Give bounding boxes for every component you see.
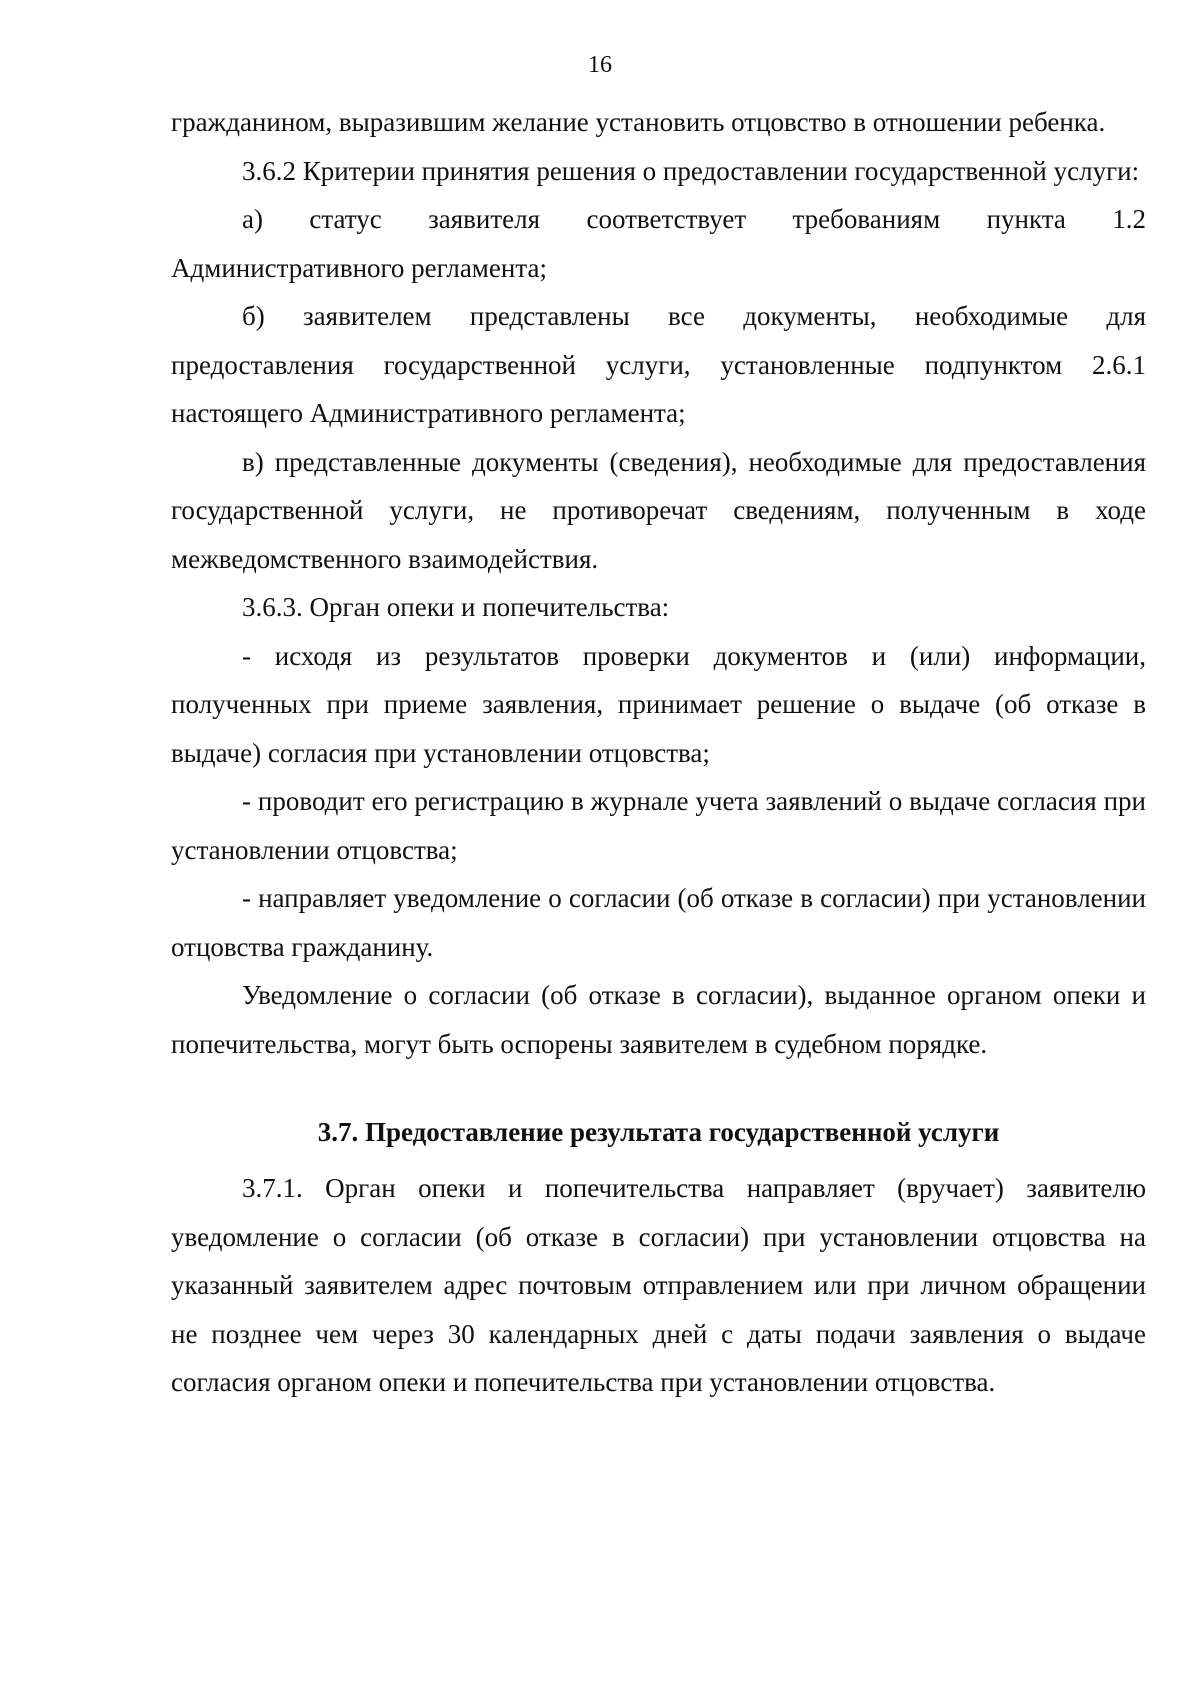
document-body xyxy=(171,98,1146,1407)
criterion-v: в) представленные документы (сведения), необходимые для предоставления государственной услуги, не противоречат сведениям, полученным в ходе межведомственного взаимодействия. xyxy=(171,446,1146,574)
paragraph-3-6-2: 3.6.2 Критерии принятия решения о предоставлении государственной услуги: xyxy=(242,155,1140,186)
paragraph-appeal: Уведомление о согласии (об отказе в согласии), выданное органом опеки и попечительства, могут быть оспорены заявителем в судебном порядке. xyxy=(171,980,1146,1059)
list-item-registration: - проводит его регистрацию в журнале учета заявлений о выдаче согласия при установлении отцовства; xyxy=(171,786,1146,865)
paragraph-3-6-3: 3.6.3. Орган опеки и попечительства: xyxy=(242,592,670,622)
paragraph-continuation: гражданином, выразившим желание установить отцовство в отношении ребенка. xyxy=(171,107,1106,137)
list-item-decision: - исходя из результатов проверки документов и (или) информации, полученных при приеме заявления, принимает решение о выдаче (об отказе в выдаче) согласия при установлении отцовства; xyxy=(171,640,1146,768)
page-number: 16 xyxy=(588,52,612,78)
criterion-a: а) статус заявителя соответствует требованиям пункта 1.2 Административного регламента; xyxy=(171,204,1146,283)
list-item-notification: - направляет уведомление о согласии (об отказе в согласии) при установлении отцовства гражданину. xyxy=(171,883,1146,962)
criterion-b: б) заявителем представлены все документы, необходимые для предоставления государственной услуги, установленные подпунктом 2.6.1 настоящего Административного регламента; xyxy=(171,301,1146,428)
section-heading: 3.7. Предоставление результата государственной услуги xyxy=(317,1117,1000,1147)
paragraph-3-7-1: 3.7.1. Орган опеки и попечительства направляет (вручает) заявителю уведомление о согласии (об отказе в согласии) при установлении отцовства на указанный заявителем адрес почтовым отправлением или при личном обращении не позднее чем через 30 календарных дней с даты подачи заявления о выдаче согласия органом опеки и попечительства при установлении отцовства. xyxy=(171,1173,1146,1397)
